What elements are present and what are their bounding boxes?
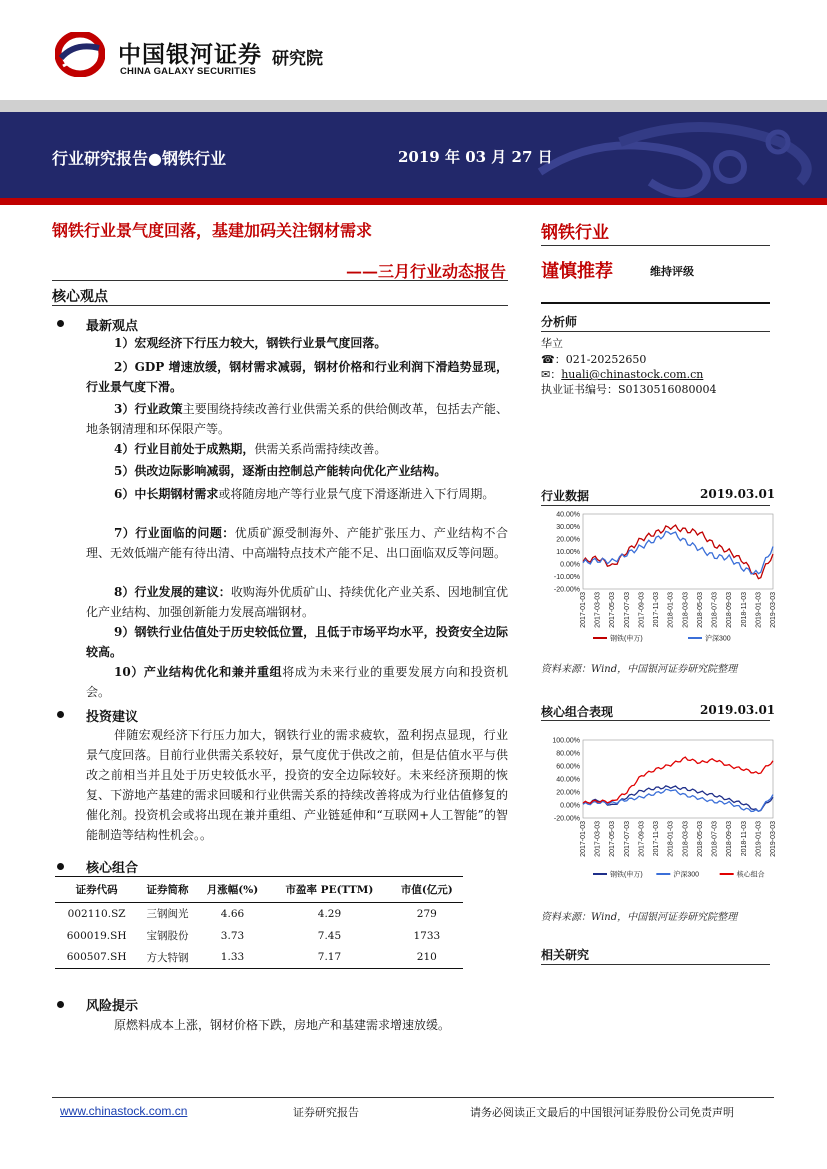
point-bold: 3）行业政策 [114, 402, 183, 416]
logo-english-name: CHINA GALAXY SECURITIES [120, 66, 257, 77]
x-tick-label: 2017-03-03 [594, 592, 602, 628]
x-tick-label: 2018-07-03 [711, 821, 719, 857]
point-7 [86, 523, 508, 563]
cell-code: 600507.SH [55, 947, 138, 969]
x-tick-label: 2017-09-03 [638, 821, 646, 857]
report-subtitle: ——三月行业动态报告 [345, 262, 506, 281]
y-tick-label: -10.00% [553, 574, 580, 581]
divider [541, 720, 770, 721]
analyst-phone-row [541, 351, 646, 367]
point-bold: 4）行业目前处于成熟期， [114, 442, 255, 456]
chart1-date: 2019.03.01 [700, 487, 776, 501]
y-tick-label: 40.00% [556, 776, 580, 784]
x-tick-label: 2018-07-03 [711, 592, 719, 628]
y-tick-label: -20.00% [553, 586, 580, 594]
cell-name: 宝钢股份 [146, 930, 189, 942]
x-tick-label: 2017-11-03 [653, 592, 661, 628]
chart2-title: 核心组合表现 [541, 705, 614, 719]
x-tick-label: 2018-09-03 [726, 592, 734, 628]
point-bold: 2）GDP 增速放缓，钢材需求减弱，钢材价格和行业利润下滑趋势显现，行业景气度下滑。 [86, 360, 508, 394]
footer-website-link[interactable]: www.chinastock.com.cn [60, 1104, 188, 1118]
logo-company-name: 中国银河证券 [118, 42, 262, 68]
point-5 [86, 461, 508, 481]
x-tick-label: 2018-01-03 [667, 592, 675, 628]
point-bold: 5）供改边际影响减弱，逐渐由控制总产能转向优化产业结构。 [114, 464, 447, 478]
cell-name: 方大特钢 [138, 947, 196, 969]
y-tick-label: 60.00% [556, 763, 580, 771]
banner-report-type: 行业研究报告●钢铁行业 [52, 149, 226, 168]
series-line [583, 786, 773, 811]
header-red-band [0, 198, 827, 205]
series-line [583, 531, 773, 574]
y-tick-label: 100.00% [552, 737, 580, 745]
cell-name: 三钢闽光 [146, 908, 189, 921]
analyst-email[interactable]: huali@chinastock.com.cn [561, 368, 704, 381]
point-text: 或将随房地产等行业景气度下滑逐渐进入下行周期。 [218, 487, 495, 501]
cell-pe: 4.29 [317, 907, 342, 920]
y-tick-label: 30.00% [556, 524, 580, 531]
point-9 [86, 622, 508, 662]
table-row [55, 947, 463, 969]
section-title-core: 核心观点 [52, 289, 108, 305]
plot-area [583, 514, 773, 589]
cell-cap: 210 [391, 947, 463, 969]
report-title: 钢铁行业景气度回落，基建加码关注钢材需求 [52, 221, 373, 240]
point-text: 优质矿源受制海外、产能扩张压力、产业结构不合理、无效低端产能有待出清、中高端特点技术产能不足、出口面临双反等问题。 [86, 526, 508, 560]
investment-advice-text: 伴随宏观经济下行压力加大，钢铁行业的需求疲软，盈利拐点显现，行业景气度回落。目前行业供需关系较好，景气度优于供改之前，但是估值水平与供改之前相当并且处于历史较低水平，投资的安全边际较好。未来经济预期的恢复、下游地产基建的需求回暖和行业供需关系的持续改善将成为行业估值修复的催化剂。投资机会或将出现在兼并重组、产业链延伸和“互联网+人工智能”的智能制造等结构性机会。。 [86, 728, 508, 842]
cell-cap: 1733 [413, 929, 441, 942]
point-10 [86, 662, 508, 702]
y-tick-label: 0.00% [560, 561, 580, 569]
email-icon: ✉： [541, 368, 562, 381]
cell-change: 3.73 [220, 929, 245, 942]
legend-label: 钢铁(申万) [610, 635, 643, 643]
point-bold: 8）行业发展的建议： [114, 585, 231, 599]
y-tick-label: -20.00% [553, 815, 580, 823]
analyst-name: 华立 [541, 337, 563, 350]
point-bold: 6）中长期钢材需求 [114, 487, 219, 501]
footer-report-label: 证券研究报告 [293, 1106, 359, 1119]
point-text: 将成为未来行业的重要发展方向和投资机会。 [86, 665, 508, 699]
heading-investment-advice: 投资建议 [86, 710, 139, 725]
logo-department: 研究院 [272, 49, 323, 69]
galaxy-logo-icon [55, 32, 105, 77]
bullet-icon [57, 863, 64, 870]
rating-note: 维持评级 [650, 265, 694, 278]
x-tick-label: 2017-09-03 [638, 592, 646, 628]
analyst-section-title: 分析师 [541, 315, 578, 329]
chart1-source: 资料来源：Wind，中国银河证券研究院整理 [541, 664, 738, 675]
y-tick-label: 80.00% [556, 750, 580, 758]
header-gray-band [0, 100, 827, 112]
cell-code: 002110.SZ [67, 907, 126, 920]
divider [541, 331, 770, 332]
point-text: 主要围绕持续改善行业供需关系的供给侧改革，包括去产能、地条钢清理和环保限产等。 [86, 402, 508, 436]
point-6 [86, 484, 508, 504]
y-tick-label: 20.00% [556, 536, 580, 544]
x-tick-label: 2019-03-03 [770, 821, 777, 857]
col-header-name: 证券简称 [138, 877, 196, 903]
x-tick-label: 2019-01-03 [755, 821, 763, 857]
cell-change: 1.33 [197, 947, 269, 969]
cell-pe: 7.45 [317, 929, 342, 942]
point-text: 供需关系尚需持续改善。 [254, 442, 387, 456]
cell-pe: 7.17 [268, 947, 390, 969]
table-row [55, 903, 463, 925]
col-header-monthly-change: 月涨幅(%) [197, 877, 269, 903]
x-tick-label: 2018-05-03 [696, 592, 704, 628]
core-portfolio-chart [541, 732, 777, 884]
heading-core-portfolio: 核心组合 [86, 861, 139, 876]
cell-cap: 279 [416, 907, 437, 920]
point-text: 收购海外优质矿山、持续优化产业关系、因地制宜优化产业结构、加强创新能力发展高端钢材。 [86, 585, 508, 619]
legend-label: 沪深300 [705, 635, 731, 643]
col-header-code: 证券代码 [55, 877, 138, 903]
x-tick-label: 2018-11-03 [740, 592, 748, 628]
x-tick-label: 2017-11-03 [653, 821, 661, 857]
x-tick-label: 2018-09-03 [726, 821, 734, 857]
y-tick-label: 10.00% [556, 549, 580, 556]
series-line [583, 757, 773, 803]
x-tick-label: 2017-05-03 [609, 592, 617, 628]
banner-date: 2019 年 03 月 27 日 [398, 148, 553, 166]
chart1-title: 行业数据 [541, 489, 590, 503]
point-1 [86, 333, 508, 353]
bullet-icon [57, 320, 64, 327]
analyst-cert: 执业证书编号：S0130516080004 [541, 383, 717, 396]
analyst-email-row [541, 366, 703, 382]
legend-label: 钢铁(申万) [610, 871, 643, 879]
x-tick-label: 2019-03-03 [770, 592, 777, 628]
analyst-phone: 021-20252650 [565, 353, 647, 366]
x-tick-label: 2018-01-03 [667, 821, 675, 857]
heading-risk: 风险提示 [86, 999, 139, 1014]
point-bold: 10）产业结构优化和兼并重组 [114, 665, 283, 679]
x-tick-label: 2017-03-03 [594, 821, 602, 857]
rating: 谨慎推荐 [541, 261, 613, 282]
divider [541, 302, 770, 304]
point-8 [86, 582, 508, 622]
bullet-icon [57, 1001, 64, 1008]
divider [541, 964, 770, 965]
col-header-market-cap: 市值(亿元) [391, 877, 463, 903]
point-bold: 7）行业面临的问题： [114, 526, 235, 540]
heading-latest-views: 最新观点 [86, 319, 139, 334]
divider [541, 245, 770, 246]
related-research-title: 相关研究 [541, 948, 590, 962]
point-bold: 9）钢铁行业估值处于历史较低位置，且低于市场平均水平，投资安全边际较高。 [86, 625, 508, 659]
chart2-source: 资料来源：Wind，中国银河证券研究院整理 [541, 912, 738, 923]
point-2 [86, 357, 508, 397]
risk-text: 原燃料成本上涨，钢材价格下跌，房地产和基建需求增速放缓。 [114, 1018, 451, 1032]
x-tick-label: 2018-11-03 [740, 821, 748, 857]
y-tick-label: 40.00% [556, 511, 580, 519]
legend-label: 沪深300 [673, 871, 700, 879]
x-tick-label: 2017-07-03 [623, 592, 631, 628]
chart2-date: 2019.03.01 [700, 703, 776, 717]
y-tick-label: 0.00% [560, 802, 580, 810]
cell-code: 600019.SH [66, 929, 127, 942]
legend-label: 核心组合 [736, 871, 765, 879]
x-tick-label: 2017-01-03 [580, 592, 587, 628]
industry-data-chart [541, 508, 777, 648]
x-tick-label: 2018-03-03 [682, 821, 690, 857]
bullet-icon [57, 711, 64, 718]
phone-icon: ☎： [541, 353, 566, 366]
x-tick-label: 2019-01-03 [755, 592, 763, 628]
point-bold: 1）宏观经济下行压力较大，钢铁行业景气度回落。 [114, 336, 387, 350]
x-tick-label: 2017-01-03 [580, 821, 587, 857]
x-tick-label: 2017-07-03 [623, 821, 631, 857]
divider [52, 280, 508, 281]
y-tick-label: 20.00% [556, 789, 580, 797]
x-tick-label: 2018-03-03 [682, 592, 690, 628]
table-row [55, 925, 463, 947]
point-4 [86, 439, 508, 459]
divider [52, 305, 508, 306]
divider [541, 505, 770, 506]
table-header-row [55, 877, 463, 903]
core-portfolio-table [55, 876, 463, 969]
cell-change: 4.66 [220, 907, 245, 920]
x-tick-label: 2018-05-03 [696, 821, 704, 857]
plot-area [583, 740, 773, 818]
footer-disclaimer: 请务必阅读正文最后的中国银河证券股份公司免责声明 [470, 1106, 734, 1119]
industry-name: 钢铁行业 [541, 223, 609, 243]
footer-divider [52, 1097, 774, 1098]
x-tick-label: 2017-05-03 [609, 821, 617, 857]
point-3 [86, 399, 508, 439]
col-header-pe: 市盈率 PE(TTM) [268, 877, 390, 903]
